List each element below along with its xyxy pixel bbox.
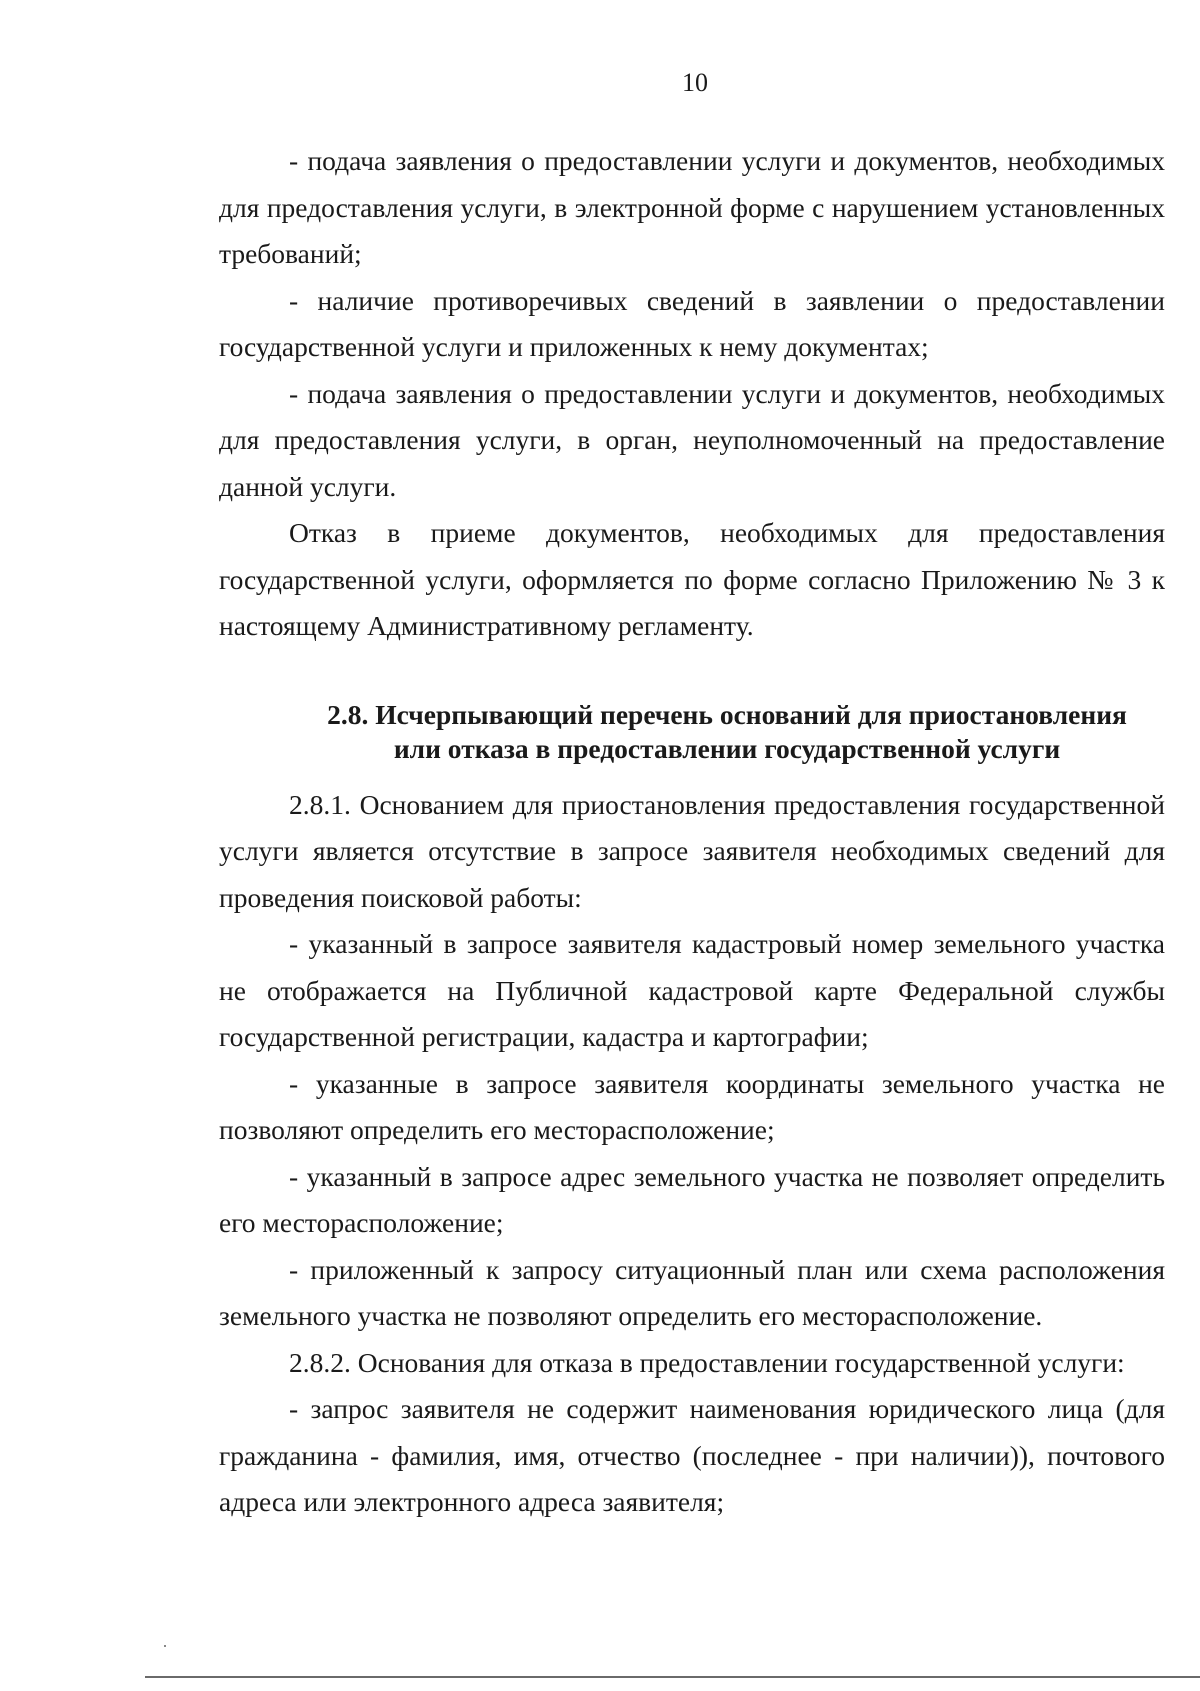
paragraph: Отказ в приеме документов, необходимых для предоставления государственной услуги, оформляется по форме согласно Приложению № 3 к настоящему Административному регламенту.: [219, 517, 1165, 641]
paragraph: - указанный в запросе адрес земельного участка не позволяет определить его месторасположение;: [219, 1160, 1165, 1238]
page-number: 10: [682, 68, 708, 97]
paragraph: - подача заявления о предоставлении услуги и документов, необходимых для предоставления услуги, в электронной форме с нарушением установленных требований;: [219, 145, 1165, 269]
paragraph: - указанные в запросе заявителя координаты земельного участка не позволяют определить его месторасположение;: [219, 1067, 1165, 1145]
paragraph: - наличие противоречивых сведений в заявлении о предоставлении государственной услуги и приложенных к нему документах;: [219, 284, 1165, 362]
paragraph: 2.8.1. Основанием для приостановления предоставления государственной услуги является отсутствие в запросе заявителя необходимых сведений для проведения поисковой работы:: [219, 788, 1165, 913]
section-heading: [219, 698, 1165, 766]
bottom-edge-rule: [145, 1676, 1200, 1678]
section-heading-line: или отказа в предоставлении государственной услуги: [393, 732, 1061, 764]
scan-artifact: [164, 1645, 166, 1647]
paragraph: - подача заявления о предоставлении услуги и документов, необходимых для предоставления услуги, в орган, неуполномоченный на предоставление данной услуги.: [219, 377, 1165, 502]
paragraph: - запрос заявителя не содержит наименования юридического лица (для гражданина - фамилия, имя, отчество (последнее - при наличии)), почтового адреса или электронного адреса заявителя;: [219, 1393, 1165, 1517]
document-body: [219, 138, 1165, 1526]
paragraph: - приложенный к запросу ситуационный план или схема расположения земельного участка не позволяют определить его месторасположение.: [219, 1253, 1165, 1331]
paragraph: - указанный в запросе заявителя кадастровый номер земельного участка не отображается на Публичной кадастровой карте Федеральной службы государственной регистрации, кадастра и картографии;: [219, 928, 1165, 1052]
paragraph: 2.8.2. Основания для отказа в предоставлении государственной услуги:: [289, 1346, 1125, 1378]
section-heading-line: 2.8. Исчерпывающий перечень оснований для приостановления: [327, 698, 1127, 730]
